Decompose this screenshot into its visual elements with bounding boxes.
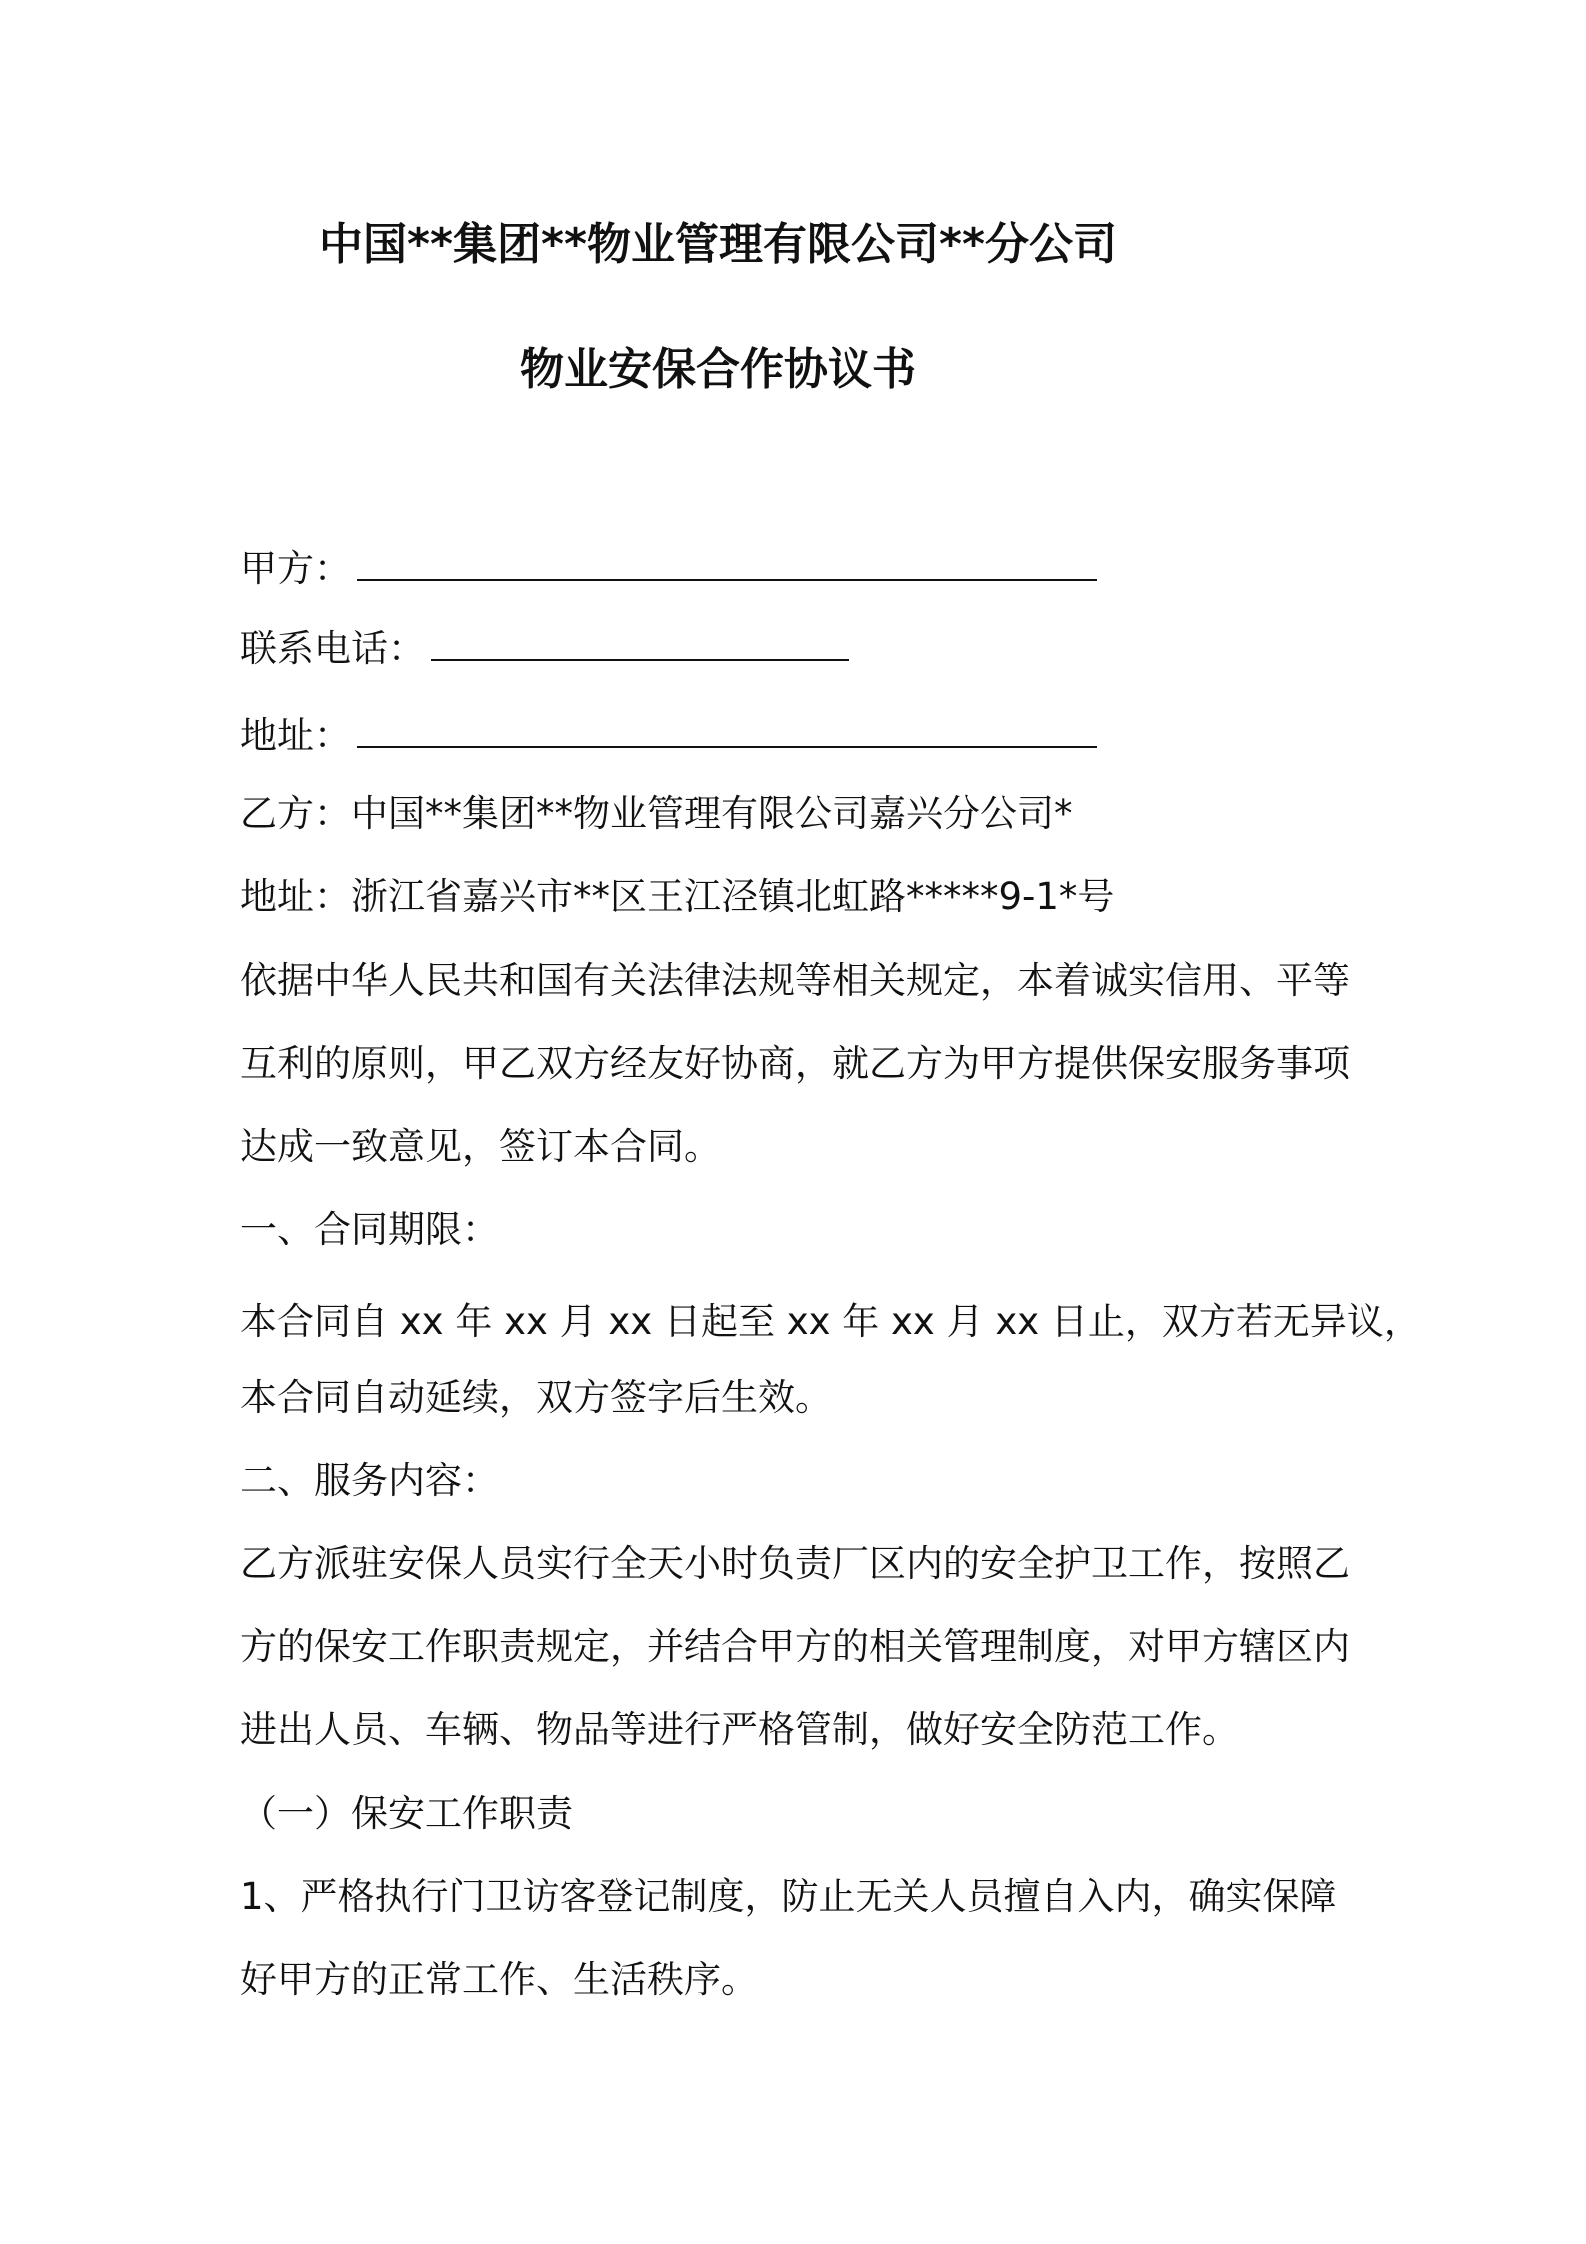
phone-blank	[431, 625, 849, 661]
document-title-line2: 物业安保合作协议书	[520, 344, 916, 395]
document-title-line1: 中国**集团**物业管理有限公司**分公司	[318, 219, 1118, 270]
phone-field	[240, 625, 849, 673]
party-a-field	[240, 545, 1097, 593]
item1-line-1: 1、严格执行门卫访客登记制度，防止无关人员擅自入内，确实保障	[240, 1875, 1337, 1918]
item1-line-2: 好甲方的正常工作、生活秩序。	[240, 1958, 758, 2001]
section2-line-3: 进出人员、车辆、物品等进行严格管制，做好安全防范工作。	[240, 1708, 1239, 1751]
intro-line-2: 互利的原则，甲乙双方经友好协商，就乙方为甲方提供保安服务事项	[240, 1042, 1350, 1085]
phone-label: 联系电话：	[240, 627, 425, 670]
party-b-line: 乙方：中国**集团**物业管理有限公司嘉兴分公司*	[240, 792, 1073, 835]
section2-line-2: 方的保安工作职责规定，并结合甲方的相关管理制度，对甲方辖区内	[240, 1625, 1350, 1668]
address-a-field	[240, 712, 1097, 760]
address-a-blank	[357, 712, 1097, 748]
subsection1-heading: （一）保安工作职责	[240, 1792, 573, 1835]
section1-line-1: 本合同自 xx 年 xx 月 xx 日起至 xx 年 xx 月 xx 日止，双方若无异议，	[240, 1300, 1421, 1343]
section2-heading: 二、服务内容：	[240, 1459, 499, 1502]
section1-heading: 一、合同期限：	[240, 1208, 499, 1251]
address-b-line: 地址：浙江省嘉兴市**区王江泾镇北虹路*****9-1*号	[240, 875, 1115, 918]
address-a-label: 地址：	[240, 714, 351, 757]
intro-line-1: 依据中华人民共和国有关法律法规等相关规定，本着诚实信用、平等	[240, 959, 1350, 1002]
party-a-label: 甲方：	[240, 547, 351, 590]
intro-line-3: 达成一致意见，签订本合同。	[240, 1125, 721, 1168]
section1-line-2: 本合同自动延续，双方签字后生效。	[240, 1376, 832, 1419]
party-a-blank	[357, 545, 1097, 581]
section2-line-1: 乙方派驻安保人员实行全天小时负责厂区内的安全护卫工作，按照乙	[240, 1542, 1350, 1585]
